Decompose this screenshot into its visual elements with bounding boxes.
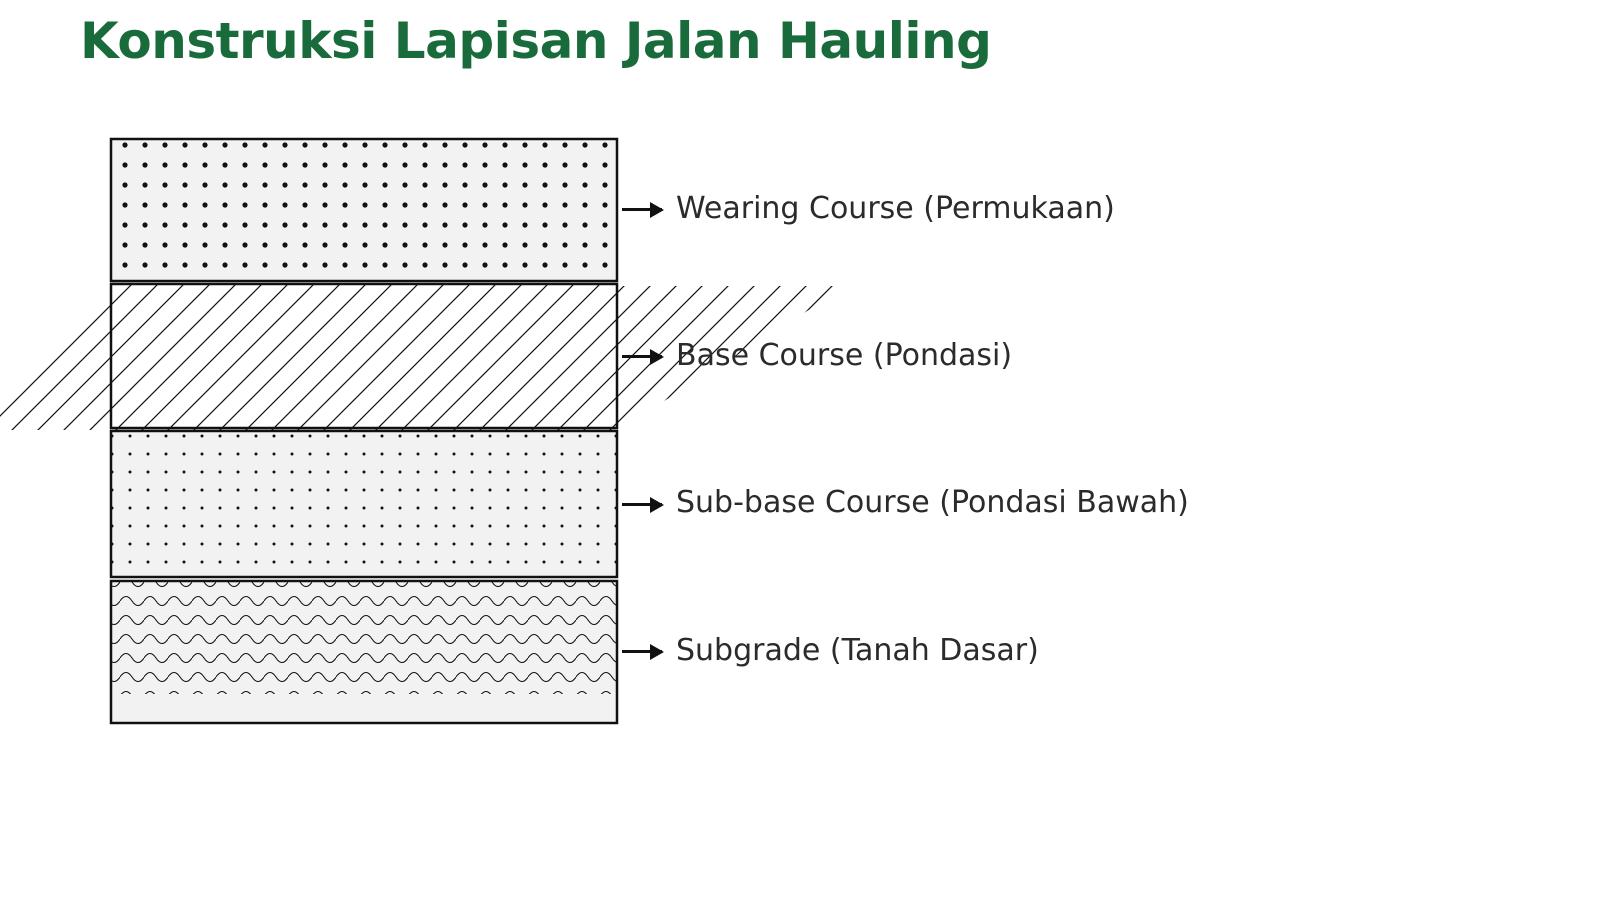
pointer-arrow-wearing-course <box>622 208 662 211</box>
page-title: Konstruksi Lapisan Jalan Hauling <box>80 12 992 70</box>
pointer-arrow-sub-base-course <box>622 503 662 506</box>
pointer-arrow-base-course <box>622 355 662 358</box>
layer-label-sub-base-course: Sub-base Course (Pondasi Bawah) <box>676 485 1189 520</box>
layer-label-base-course: Base Course (Pondasi) <box>676 338 1013 373</box>
layer-shape-wearing-course <box>111 139 617 281</box>
pointer-arrow-subgrade <box>622 650 662 653</box>
layer-label-wearing-course: Wearing Course (Permukaan) <box>676 191 1115 226</box>
layer-shape-subgrade <box>111 581 617 723</box>
layer-label-subgrade: Subgrade (Tanah Dasar) <box>676 633 1039 668</box>
layer-shape-sub-base-course <box>111 431 617 577</box>
